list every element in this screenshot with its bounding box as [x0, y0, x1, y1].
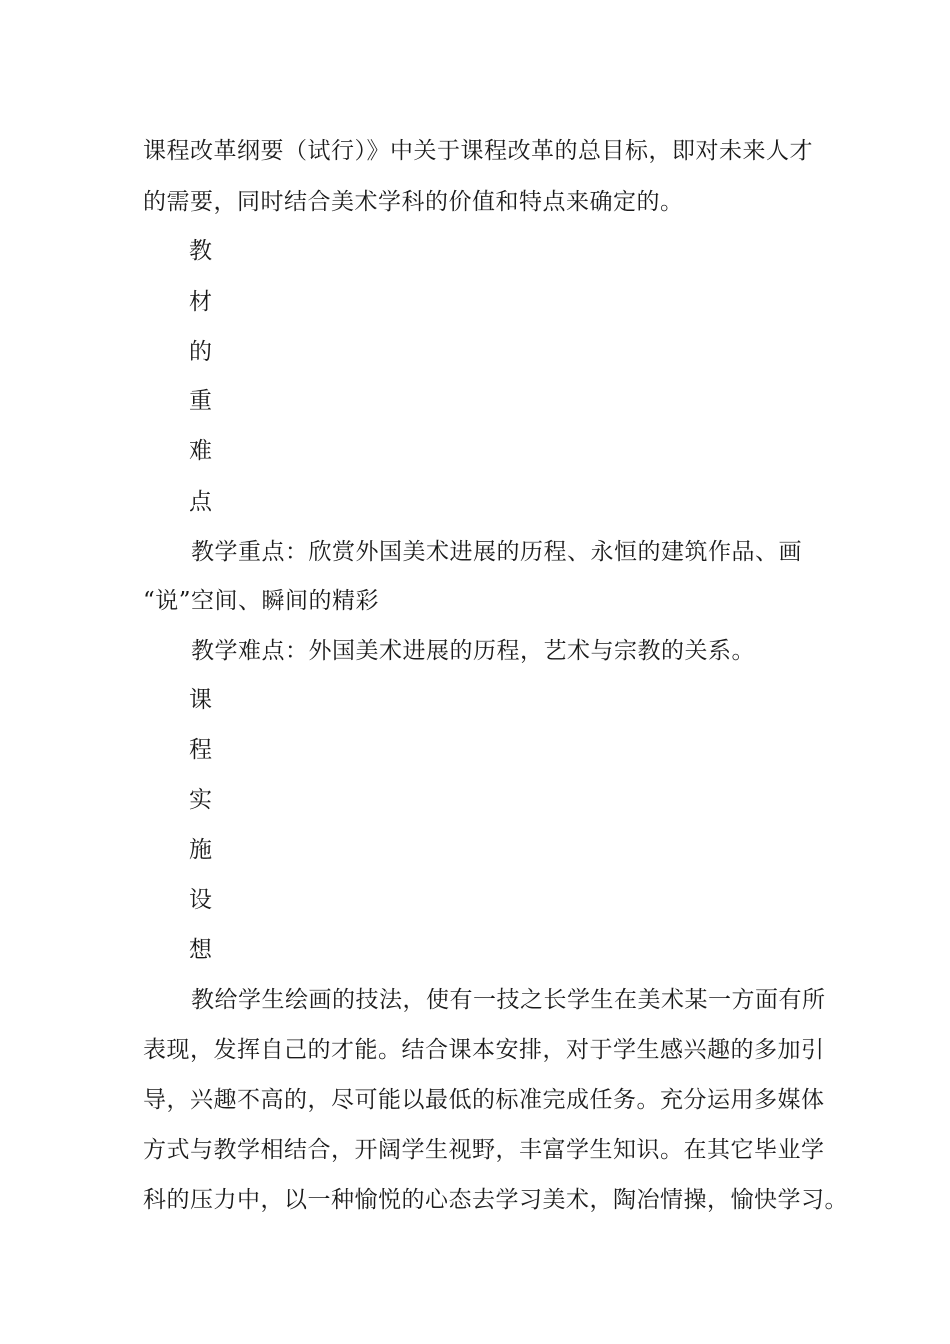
heading2-char: 实	[189, 787, 212, 813]
intro-line-1: 课程改革纲要（试行）》中关于课程改革的总目标，即对未来人才	[143, 138, 813, 164]
heading1-char: 重	[189, 388, 212, 414]
intro-line-2: 的需要，同时结合美术学科的价值和特点来确定的。	[143, 189, 684, 215]
heading2-char: 施	[189, 837, 212, 863]
heading1-char: 点	[189, 489, 212, 515]
difficulty-line: 教学难点：外国美术进展的历程，艺术与宗教的关系。	[191, 638, 755, 664]
heading1-char: 的	[189, 339, 212, 365]
heading1-char: 难	[189, 438, 212, 464]
plan-line-1: 教给学生绘画的技法，使有一技之长学生在美术某一方面有所	[191, 987, 826, 1013]
heading2-char: 程	[189, 737, 212, 763]
plan-line-4: 方式与教学相结合，开阔学生视野，丰富学生知识。在其它毕业学	[143, 1137, 825, 1163]
heading1-char: 材	[189, 289, 212, 315]
heading2-char: 设	[189, 887, 212, 913]
plan-line-2: 表现，发挥自己的才能。结合课本安排，对于学生感兴趣的多加引	[143, 1037, 825, 1063]
heading2-char: 想	[189, 937, 212, 963]
plan-line-5: 科的压力中，以一种愉悦的心态去学习美术，陶冶情操，愉快学习。	[143, 1187, 848, 1213]
heading2-char: 课	[189, 687, 212, 713]
plan-line-3: 导，兴趣不高的，尽可能以最低的标准完成任务。充分运用多媒体	[143, 1087, 825, 1113]
heading1-char: 教	[189, 238, 212, 264]
key-point-line-2: “说”空间、瞬间的精彩	[143, 588, 380, 614]
key-point-line-1: 教学重点：欣赏外国美术进展的历程、永恒的建筑作品、画	[191, 539, 802, 565]
